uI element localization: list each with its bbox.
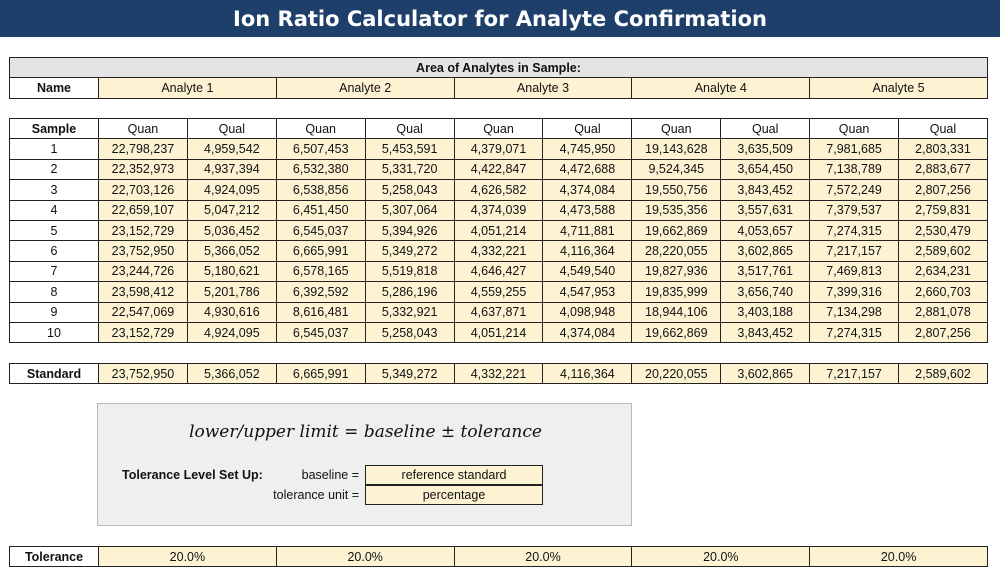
qual-value-cell[interactable]: 5,519,818 bbox=[365, 261, 454, 281]
qual-value-cell[interactable]: 2,660,703 bbox=[899, 282, 988, 302]
standard-cell[interactable]: 7,217,157 bbox=[810, 364, 899, 384]
standard-cell[interactable]: 3,602,865 bbox=[721, 364, 810, 384]
qual-value-cell[interactable]: 2,759,831 bbox=[899, 200, 988, 220]
qual-value-cell[interactable]: 4,930,616 bbox=[187, 302, 276, 322]
sample-id-cell: 1 bbox=[10, 139, 99, 159]
table-row bbox=[10, 322, 988, 342]
quan-value-cell[interactable]: 4,646,427 bbox=[454, 261, 543, 281]
quan-value-cell[interactable]: 23,752,950 bbox=[99, 241, 188, 261]
quan-value-cell[interactable]: 4,051,214 bbox=[454, 322, 543, 342]
qual-value-cell[interactable]: 3,557,631 bbox=[721, 200, 810, 220]
table-row bbox=[10, 139, 988, 159]
qual-value-cell[interactable]: 5,036,452 bbox=[187, 220, 276, 240]
qual-value-cell[interactable]: 3,843,452 bbox=[721, 180, 810, 200]
quan-value-cell[interactable]: 22,798,237 bbox=[99, 139, 188, 159]
qual-value-cell[interactable]: 4,745,950 bbox=[543, 139, 632, 159]
quan-value-cell[interactable]: 23,598,412 bbox=[99, 282, 188, 302]
analyte-name-cell[interactable]: Analyte 4 bbox=[632, 78, 810, 98]
qual-header: Qual bbox=[365, 119, 454, 139]
qual-value-cell[interactable]: 5,286,196 bbox=[365, 282, 454, 302]
quan-value-cell[interactable]: 6,507,453 bbox=[276, 139, 365, 159]
qual-value-cell[interactable]: 3,843,452 bbox=[721, 322, 810, 342]
quan-value-cell[interactable]: 23,152,729 bbox=[99, 220, 188, 240]
qual-value-cell[interactable]: 3,517,761 bbox=[721, 261, 810, 281]
sample-id-cell: 6 bbox=[10, 241, 99, 261]
qual-value-cell[interactable]: 5,180,621 bbox=[187, 261, 276, 281]
quan-value-cell[interactable]: 19,827,936 bbox=[632, 261, 721, 281]
quan-value-cell[interactable]: 4,332,221 bbox=[454, 241, 543, 261]
tolerance-cell[interactable]: 20.0% bbox=[276, 547, 454, 567]
qual-value-cell[interactable]: 4,711,881 bbox=[543, 220, 632, 240]
qual-value-cell[interactable]: 3,602,865 bbox=[721, 241, 810, 261]
standard-cell[interactable]: 4,116,364 bbox=[543, 364, 632, 384]
qual-value-cell[interactable]: 5,332,921 bbox=[365, 302, 454, 322]
quan-value-cell[interactable]: 7,981,685 bbox=[810, 139, 899, 159]
quan-value-cell[interactable]: 4,379,071 bbox=[454, 139, 543, 159]
qual-value-cell[interactable]: 2,530,479 bbox=[899, 220, 988, 240]
quan-value-cell[interactable]: 22,352,973 bbox=[99, 159, 188, 179]
qual-header: Qual bbox=[899, 119, 988, 139]
quan-value-cell[interactable]: 19,662,869 bbox=[632, 322, 721, 342]
name-label: Name bbox=[10, 78, 99, 98]
sample-id-cell: 10 bbox=[10, 322, 99, 342]
tolerance-label: Tolerance bbox=[10, 547, 99, 567]
qual-header: Qual bbox=[721, 119, 810, 139]
table-row bbox=[10, 241, 988, 261]
qual-value-cell[interactable]: 4,374,084 bbox=[543, 180, 632, 200]
quan-value-cell[interactable]: 7,274,315 bbox=[810, 220, 899, 240]
table-row bbox=[10, 282, 988, 302]
sample-id-cell: 2 bbox=[10, 159, 99, 179]
qual-value-cell[interactable]: 4,547,953 bbox=[543, 282, 632, 302]
quan-header: Quan bbox=[99, 119, 188, 139]
standard-cell[interactable]: 23,752,950 bbox=[99, 364, 188, 384]
analyte-name-cell[interactable]: Analyte 5 bbox=[810, 78, 988, 98]
qual-value-cell[interactable]: 3,654,450 bbox=[721, 159, 810, 179]
qual-value-cell[interactable]: 4,116,364 bbox=[543, 241, 632, 261]
qual-value-cell[interactable]: 2,881,078 bbox=[899, 302, 988, 322]
page-title: Ion Ratio Calculator for Analyte Confirmation bbox=[0, 0, 1000, 37]
baseline-label: baseline = bbox=[301, 468, 359, 482]
quan-value-cell[interactable]: 9,524,345 bbox=[632, 159, 721, 179]
sample-header-row bbox=[10, 119, 988, 139]
baseline-field[interactable]: reference standard bbox=[365, 465, 543, 485]
qual-value-cell[interactable]: 4,098,948 bbox=[543, 302, 632, 322]
quan-value-cell[interactable]: 28,220,055 bbox=[632, 241, 721, 261]
quan-value-cell[interactable]: 22,659,107 bbox=[99, 200, 188, 220]
quan-value-cell[interactable]: 7,469,813 bbox=[810, 261, 899, 281]
sample-id-cell: 4 bbox=[10, 200, 99, 220]
qual-value-cell[interactable]: 5,331,720 bbox=[365, 159, 454, 179]
qual-value-cell[interactable]: 2,634,231 bbox=[899, 261, 988, 281]
analytes-heading: Area of Analytes in Sample: bbox=[10, 58, 988, 78]
qual-value-cell[interactable]: 2,589,602 bbox=[899, 241, 988, 261]
quan-value-cell[interactable]: 19,835,999 bbox=[632, 282, 721, 302]
quan-value-cell[interactable]: 19,535,356 bbox=[632, 200, 721, 220]
quan-value-cell[interactable]: 6,545,037 bbox=[276, 322, 365, 342]
qual-value-cell[interactable]: 5,394,926 bbox=[365, 220, 454, 240]
quan-value-cell[interactable]: 22,703,126 bbox=[99, 180, 188, 200]
quan-value-cell[interactable]: 7,138,789 bbox=[810, 159, 899, 179]
quan-header: Quan bbox=[276, 119, 365, 139]
table-row bbox=[10, 200, 988, 220]
sample-id-cell: 5 bbox=[10, 220, 99, 240]
qual-value-cell[interactable]: 4,924,095 bbox=[187, 180, 276, 200]
analyte-name-cell[interactable]: Analyte 3 bbox=[454, 78, 632, 98]
quan-value-cell[interactable]: 4,422,847 bbox=[454, 159, 543, 179]
analyte-names-table bbox=[9, 57, 988, 99]
quan-header: Quan bbox=[810, 119, 899, 139]
tolerance-setup-label: Tolerance Level Set Up: bbox=[122, 468, 263, 482]
sample-label: Sample bbox=[10, 119, 99, 139]
qual-value-cell[interactable]: 5,349,272 bbox=[365, 241, 454, 261]
sample-id-cell: 9 bbox=[10, 302, 99, 322]
quan-value-cell[interactable]: 7,134,298 bbox=[810, 302, 899, 322]
table-row bbox=[10, 261, 988, 281]
sample-id-cell: 3 bbox=[10, 180, 99, 200]
tolerance-table bbox=[9, 546, 988, 567]
quan-value-cell[interactable]: 7,217,157 bbox=[810, 241, 899, 261]
tolerance-row bbox=[10, 547, 988, 567]
qual-value-cell[interactable]: 3,656,740 bbox=[721, 282, 810, 302]
qual-value-cell[interactable]: 2,803,331 bbox=[899, 139, 988, 159]
qual-value-cell[interactable]: 4,374,084 bbox=[543, 322, 632, 342]
quan-value-cell[interactable]: 6,538,856 bbox=[276, 180, 365, 200]
standard-cell[interactable]: 5,366,052 bbox=[187, 364, 276, 384]
table-row bbox=[10, 302, 988, 322]
qual-value-cell[interactable]: 3,635,509 bbox=[721, 139, 810, 159]
standard-cell[interactable]: 5,349,272 bbox=[365, 364, 454, 384]
quan-value-cell[interactable]: 6,451,450 bbox=[276, 200, 365, 220]
quan-value-cell[interactable]: 4,559,255 bbox=[454, 282, 543, 302]
standard-table bbox=[9, 363, 988, 384]
analyte-name-cell[interactable]: Analyte 2 bbox=[276, 78, 454, 98]
quan-value-cell[interactable]: 23,152,729 bbox=[99, 322, 188, 342]
quan-value-cell[interactable]: 4,637,871 bbox=[454, 302, 543, 322]
quan-value-cell[interactable]: 19,550,756 bbox=[632, 180, 721, 200]
qual-value-cell[interactable]: 5,047,212 bbox=[187, 200, 276, 220]
sample-areas-table bbox=[9, 118, 988, 343]
qual-header: Qual bbox=[543, 119, 632, 139]
standard-cell[interactable]: 6,665,991 bbox=[276, 364, 365, 384]
qual-value-cell[interactable]: 4,937,394 bbox=[187, 159, 276, 179]
standard-cell[interactable]: 20,220,055 bbox=[632, 364, 721, 384]
qual-value-cell[interactable]: 2,807,256 bbox=[899, 322, 988, 342]
analyte-name-cell[interactable]: Analyte 1 bbox=[99, 78, 277, 98]
qual-value-cell[interactable]: 4,472,688 bbox=[543, 159, 632, 179]
qual-value-cell[interactable]: 5,453,591 bbox=[365, 139, 454, 159]
qual-value-cell[interactable]: 5,258,043 bbox=[365, 322, 454, 342]
quan-value-cell[interactable]: 6,578,165 bbox=[276, 261, 365, 281]
qual-value-cell[interactable]: 5,258,043 bbox=[365, 180, 454, 200]
tolerance-cell[interactable]: 20.0% bbox=[632, 547, 810, 567]
tolerance-cell[interactable]: 20.0% bbox=[454, 547, 632, 567]
qual-value-cell[interactable]: 4,924,095 bbox=[187, 322, 276, 342]
limit-formula: lower/upper limit = baseline ± tolerance bbox=[189, 422, 542, 442]
quan-value-cell[interactable]: 4,374,039 bbox=[454, 200, 543, 220]
qual-value-cell[interactable]: 2,807,256 bbox=[899, 180, 988, 200]
table-row bbox=[10, 220, 988, 240]
quan-value-cell[interactable]: 6,392,592 bbox=[276, 282, 365, 302]
tolerance-cell[interactable]: 20.0% bbox=[99, 547, 277, 567]
qual-header: Qual bbox=[187, 119, 276, 139]
table-row bbox=[10, 180, 988, 200]
quan-value-cell[interactable]: 19,662,869 bbox=[632, 220, 721, 240]
quan-value-cell[interactable]: 4,626,582 bbox=[454, 180, 543, 200]
qual-value-cell[interactable]: 5,366,052 bbox=[187, 241, 276, 261]
qual-value-cell[interactable]: 5,307,064 bbox=[365, 200, 454, 220]
qual-value-cell[interactable]: 4,473,588 bbox=[543, 200, 632, 220]
quan-value-cell[interactable]: 6,665,991 bbox=[276, 241, 365, 261]
quan-value-cell[interactable]: 7,274,315 bbox=[810, 322, 899, 342]
quan-header: Quan bbox=[632, 119, 721, 139]
sample-id-cell: 8 bbox=[10, 282, 99, 302]
qual-value-cell[interactable]: 4,053,657 bbox=[721, 220, 810, 240]
standard-cell[interactable]: 2,589,602 bbox=[899, 364, 988, 384]
sample-id-cell: 7 bbox=[10, 261, 99, 281]
quan-value-cell[interactable]: 6,545,037 bbox=[276, 220, 365, 240]
quan-value-cell[interactable]: 22,547,069 bbox=[99, 302, 188, 322]
quan-value-cell[interactable]: 18,944,106 bbox=[632, 302, 721, 322]
tolerance-cell[interactable]: 20.0% bbox=[810, 547, 988, 567]
qual-value-cell[interactable]: 5,201,786 bbox=[187, 282, 276, 302]
quan-value-cell[interactable]: 7,379,537 bbox=[810, 200, 899, 220]
standard-row bbox=[10, 364, 988, 384]
standard-cell[interactable]: 4,332,221 bbox=[454, 364, 543, 384]
quan-value-cell[interactable]: 6,532,380 bbox=[276, 159, 365, 179]
qual-value-cell[interactable]: 4,549,540 bbox=[543, 261, 632, 281]
quan-header: Quan bbox=[454, 119, 543, 139]
quan-value-cell[interactable]: 8,616,481 bbox=[276, 302, 365, 322]
quan-value-cell[interactable]: 4,051,214 bbox=[454, 220, 543, 240]
quan-value-cell[interactable]: 7,572,249 bbox=[810, 180, 899, 200]
qual-value-cell[interactable]: 3,403,188 bbox=[721, 302, 810, 322]
table-row bbox=[10, 159, 988, 179]
quan-value-cell[interactable]: 23,244,726 bbox=[99, 261, 188, 281]
tolerance-unit-field[interactable]: percentage bbox=[365, 485, 543, 505]
qual-value-cell[interactable]: 2,883,677 bbox=[899, 159, 988, 179]
quan-value-cell[interactable]: 7,399,316 bbox=[810, 282, 899, 302]
qual-value-cell[interactable]: 4,959,542 bbox=[187, 139, 276, 159]
quan-value-cell[interactable]: 19,143,628 bbox=[632, 139, 721, 159]
standard-label: Standard bbox=[10, 364, 99, 384]
tolerance-unit-label: tolerance unit = bbox=[273, 488, 359, 502]
tolerance-setup-panel bbox=[97, 403, 632, 526]
